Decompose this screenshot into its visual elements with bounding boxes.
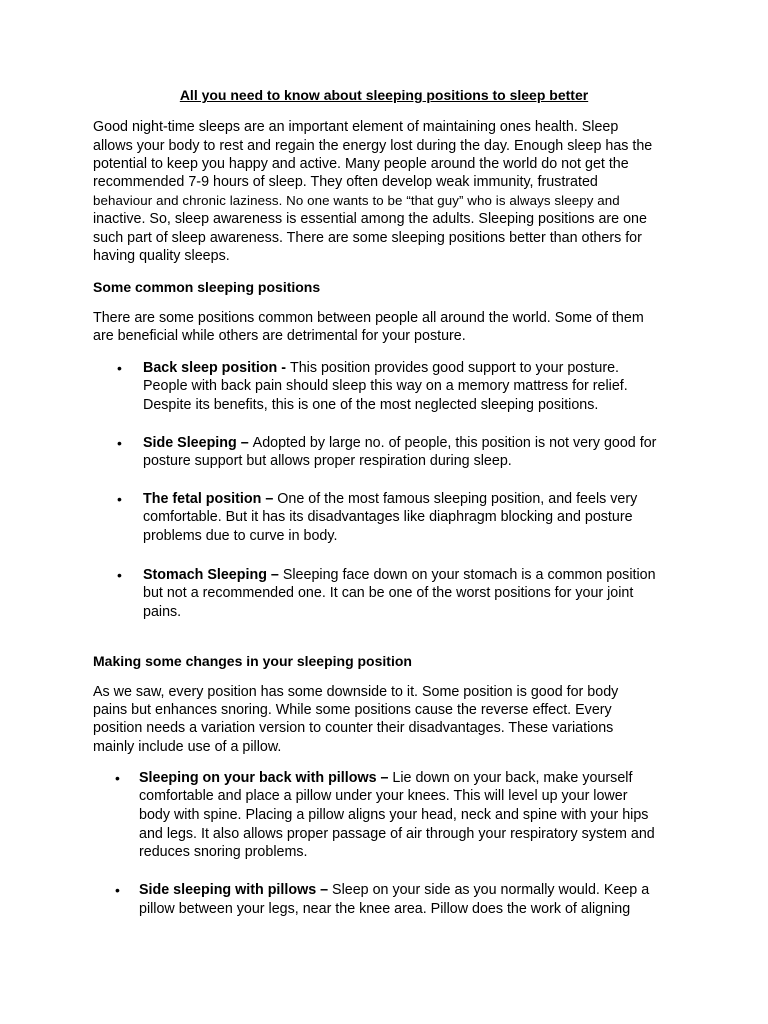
- section-intro-line: As we saw, every position has some downside to it. Some position is good for body: [93, 684, 619, 700]
- bullet-point: •: [115, 770, 120, 786]
- section-intro-line: There are some positions common between people all around the world. Some of them: [93, 310, 644, 326]
- list-item-line: problems due to curve in body.: [143, 528, 338, 544]
- document-title: All you need to know about sleeping positions to sleep better: [179, 87, 589, 103]
- list-item: [139, 881, 649, 900]
- intro-line: inactive. So, sleep awareness is essential among the adults. Sleeping positions are one: [93, 211, 647, 227]
- bullet-point: •: [117, 435, 122, 451]
- list-item-line: comfortable and place a pillow under your knees. This will level up your lower: [139, 788, 628, 804]
- list-item-term: Side Sleeping –: [143, 435, 253, 451]
- list-item-term: Stomach Sleeping –: [143, 567, 283, 583]
- list-item: [143, 490, 637, 509]
- bullet-point: •: [117, 567, 122, 583]
- list-item-term: Back sleep position -: [143, 360, 290, 376]
- intro-line: Good night-time sleeps are an important element of maintaining ones health. Sleep: [93, 119, 619, 135]
- list-item-text: Sleep on your side as you normally would. Keep a: [332, 882, 650, 898]
- list-item-term: Side sleeping with pillows –: [139, 882, 333, 898]
- list-item-line: pains.: [143, 604, 182, 620]
- list-item-line: posture support but allows proper respiration during sleep.: [143, 453, 512, 469]
- list-item-line: but not a recommended one. It can be one of the worst positions for your joint: [143, 585, 634, 601]
- list-item-term: The fetal position –: [143, 491, 278, 507]
- section-intro-line: are beneficial while others are detrimental for your posture.: [93, 328, 466, 344]
- bullet-point: •: [117, 491, 122, 507]
- intro-line: having quality sleeps.: [93, 248, 230, 264]
- intro-line: allows your body to rest and regain the energy lost during the day. Enough sleep has the: [93, 138, 653, 154]
- list-item: [139, 769, 632, 788]
- section-intro-line: pains but enhances snoring. While some positions cause the reverse effect. Every: [93, 702, 612, 718]
- list-item: [143, 359, 619, 378]
- intro-line: behaviour and chronic laziness. No one wants to be “that guy” who is always sleepy and: [93, 193, 620, 208]
- section-heading: Some common sleeping positions: [93, 279, 321, 295]
- list-item-text: Sleeping face down on your stomach is a common position: [282, 567, 656, 583]
- list-item-line: reduces snoring problems.: [139, 844, 308, 860]
- section-intro-line: mainly include use of a pillow.: [93, 739, 282, 755]
- list-item-line: People with back pain should sleep this way on a memory mattress for relief.: [143, 378, 628, 394]
- intro-line: recommended 7-9 hours of sleep. They often develop weak immunity, frustrated: [93, 174, 598, 190]
- list-item-line: Despite its benefits, this is one of the most neglected sleeping positions.: [143, 397, 599, 413]
- list-item: [143, 566, 656, 585]
- list-item-line: pillow between your legs, near the knee area. Pillow does the work of aligning: [139, 901, 631, 917]
- list-item-line: comfortable. But it has its disadvantages like diaphragm blocking and posture: [143, 509, 633, 525]
- bullet-point: •: [117, 360, 122, 376]
- intro-line: such part of sleep awareness. There are some sleeping positions better than others for: [93, 230, 642, 246]
- list-item: [143, 434, 656, 453]
- section-intro-line: position needs a variation version to counter their disadvantages. These variations: [93, 720, 614, 736]
- intro-line: potential to keep you happy and active. Many people around the world do not get the: [93, 156, 629, 172]
- list-item-text: This position provides good support to your posture.: [289, 360, 620, 376]
- list-item-text: One of the most famous sleeping position, and feels very: [277, 491, 638, 507]
- list-item-text: Lie down on your back, make yourself: [392, 770, 633, 786]
- section-heading: Making some changes in your sleeping position: [93, 653, 412, 669]
- list-item-line: body with spine. Placing a pillow aligns your head, neck and spine with your hips: [139, 807, 649, 823]
- list-item-term: Sleeping on your back with pillows –: [139, 770, 393, 786]
- list-item-text: Adopted by large no. of people, this position is not very good for: [252, 435, 657, 451]
- list-item-line: and legs. It also allows proper passage of air through your respiratory system and: [139, 826, 655, 842]
- bullet-point: •: [115, 882, 120, 898]
